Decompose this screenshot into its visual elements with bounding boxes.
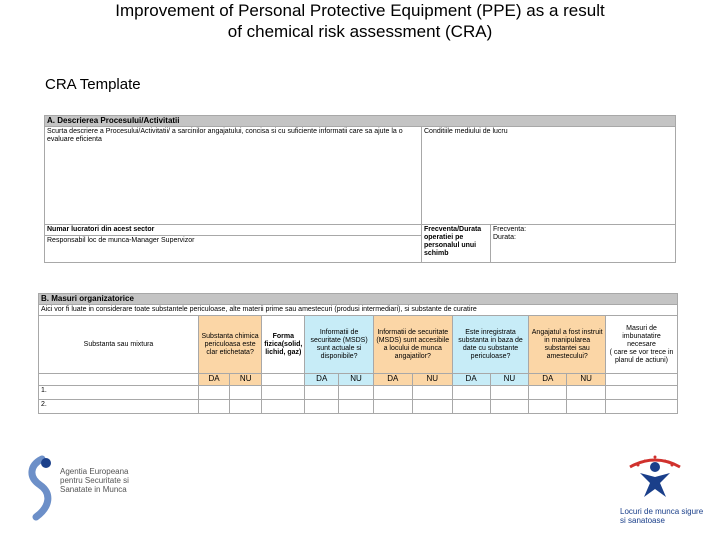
section-b-table — [38, 293, 678, 414]
healthy-workplaces-logo — [600, 445, 710, 530]
measures-note: ( care se vor trece in planul de actiuni) — [609, 348, 674, 364]
healthy-workplaces-text: Locuri de munca sigure si sanatoase — [620, 507, 704, 525]
subtitle: CRA Template — [45, 76, 141, 93]
eu-osha-logo — [22, 455, 132, 525]
work-conditions-label: Conditiile mediului de lucru — [424, 128, 508, 135]
yes-label: DA — [529, 374, 567, 386]
eu-osha-text: Agentia Europeana pentru Securitate si Sanatate in Munca — [60, 467, 129, 494]
row-cell[interactable] — [339, 386, 374, 400]
row-1-substance[interactable]: 1. — [39, 386, 199, 400]
row-cell[interactable] — [567, 386, 606, 400]
title-line-2: of chemical risk assessment (CRA) — [227, 22, 493, 41]
row-cell[interactable] — [490, 400, 529, 414]
no-label: NU — [490, 374, 529, 386]
row-cell[interactable] — [262, 386, 305, 400]
title-line-1: Improvement of Personal Protective Equipment (PPE) as a result — [115, 1, 605, 20]
col-measures — [606, 316, 678, 374]
section-a-heading: A. Descrierea Procesului/Activitatii — [45, 116, 676, 127]
row-cell[interactable] — [452, 400, 490, 414]
section-b-heading: B. Masuri organizatorice — [39, 294, 678, 305]
col-physical-form: Forma fizica(solid, lichid, gaz) — [262, 316, 305, 374]
workers-count-label: Numar lucratori din acest sector — [47, 226, 155, 233]
yes-label: DA — [452, 374, 490, 386]
col-hazard-labelled: Substanta chimica periculoasa este clar etichetata? — [199, 316, 262, 374]
row-cell[interactable] — [412, 386, 452, 400]
no-label: NU — [230, 374, 262, 386]
row-cell[interactable] — [230, 400, 262, 414]
row-cell[interactable] — [373, 386, 412, 400]
yes-label: DA — [373, 374, 412, 386]
row-cell[interactable] — [230, 386, 262, 400]
row-cell[interactable] — [529, 400, 567, 414]
form-yn-spacer — [262, 374, 305, 386]
substance-yn-spacer — [39, 374, 199, 386]
no-label: NU — [412, 374, 452, 386]
no-label: NU — [339, 374, 374, 386]
yes-label: DA — [305, 374, 339, 386]
row-cell[interactable] — [606, 386, 678, 400]
row-cell[interactable] — [490, 386, 529, 400]
row-cell[interactable] — [262, 400, 305, 414]
col-registry: Este inregistrata substanta in baza de date cu substante periculoase? — [452, 316, 529, 374]
duration-text: Durata: — [493, 234, 516, 241]
row-2-substance[interactable]: 2. — [39, 400, 199, 414]
responsible-label: Responsabil loc de munca-Manager Supervizor — [47, 237, 195, 244]
col-msds-accessible: Informatii de securitate (MSDS) sunt accesibile a locului de munca angajatilor? — [373, 316, 452, 374]
row-cell[interactable] — [606, 400, 678, 414]
measures-yn-spacer — [606, 374, 678, 386]
row-cell[interactable] — [305, 400, 339, 414]
section-a-table — [44, 115, 676, 263]
frequency-duration-field[interactable] — [491, 225, 676, 263]
work-conditions-field[interactable] — [422, 127, 676, 225]
responsible-field[interactable] — [45, 236, 422, 263]
workers-count-field[interactable] — [45, 225, 422, 236]
frequency-label: Frecventa/Durata operatiei pe personalul unui schimb — [422, 225, 491, 263]
row-cell[interactable] — [373, 400, 412, 414]
no-label: NU — [567, 374, 606, 386]
section-b-note: Aici vor fi luate in considerare toate substantele periculoase, alte materii prime sau amestecuri (produsi intermediari), si substante de curatire — [39, 305, 678, 316]
row-cell[interactable] — [452, 386, 490, 400]
col-msds-current: Informatii de securitate (MSDS) sunt actuale si disponibile? — [305, 316, 374, 374]
row-cell[interactable] — [199, 400, 230, 414]
yes-label: DA — [199, 374, 230, 386]
process-description-field[interactable] — [45, 127, 422, 225]
row-cell[interactable] — [412, 400, 452, 414]
row-cell[interactable] — [339, 400, 374, 414]
row-cell[interactable] — [305, 386, 339, 400]
process-description-label: Scurta descriere a Procesului/Activitatii/ a sarcinilor angajatului, concisa si cu suficiente informatii care sa ajute la o evaluare eficienta — [47, 128, 403, 143]
frequency-text: Frecventa: — [493, 226, 527, 233]
eu-osha-emblem-icon — [22, 455, 62, 525]
row-cell[interactable] — [567, 400, 606, 414]
measures-label: Masuri de imbunatatire necesare — [622, 324, 661, 348]
col-training: Angajatul a fost instruit in manipularea substantei sau amestecului? — [529, 316, 606, 374]
page-title — [0, 0, 720, 42]
healthy-workplaces-figure-icon — [600, 445, 710, 505]
col-substance: Substanta sau mixtura — [39, 316, 199, 374]
row-cell[interactable] — [199, 386, 230, 400]
row-cell[interactable] — [529, 386, 567, 400]
